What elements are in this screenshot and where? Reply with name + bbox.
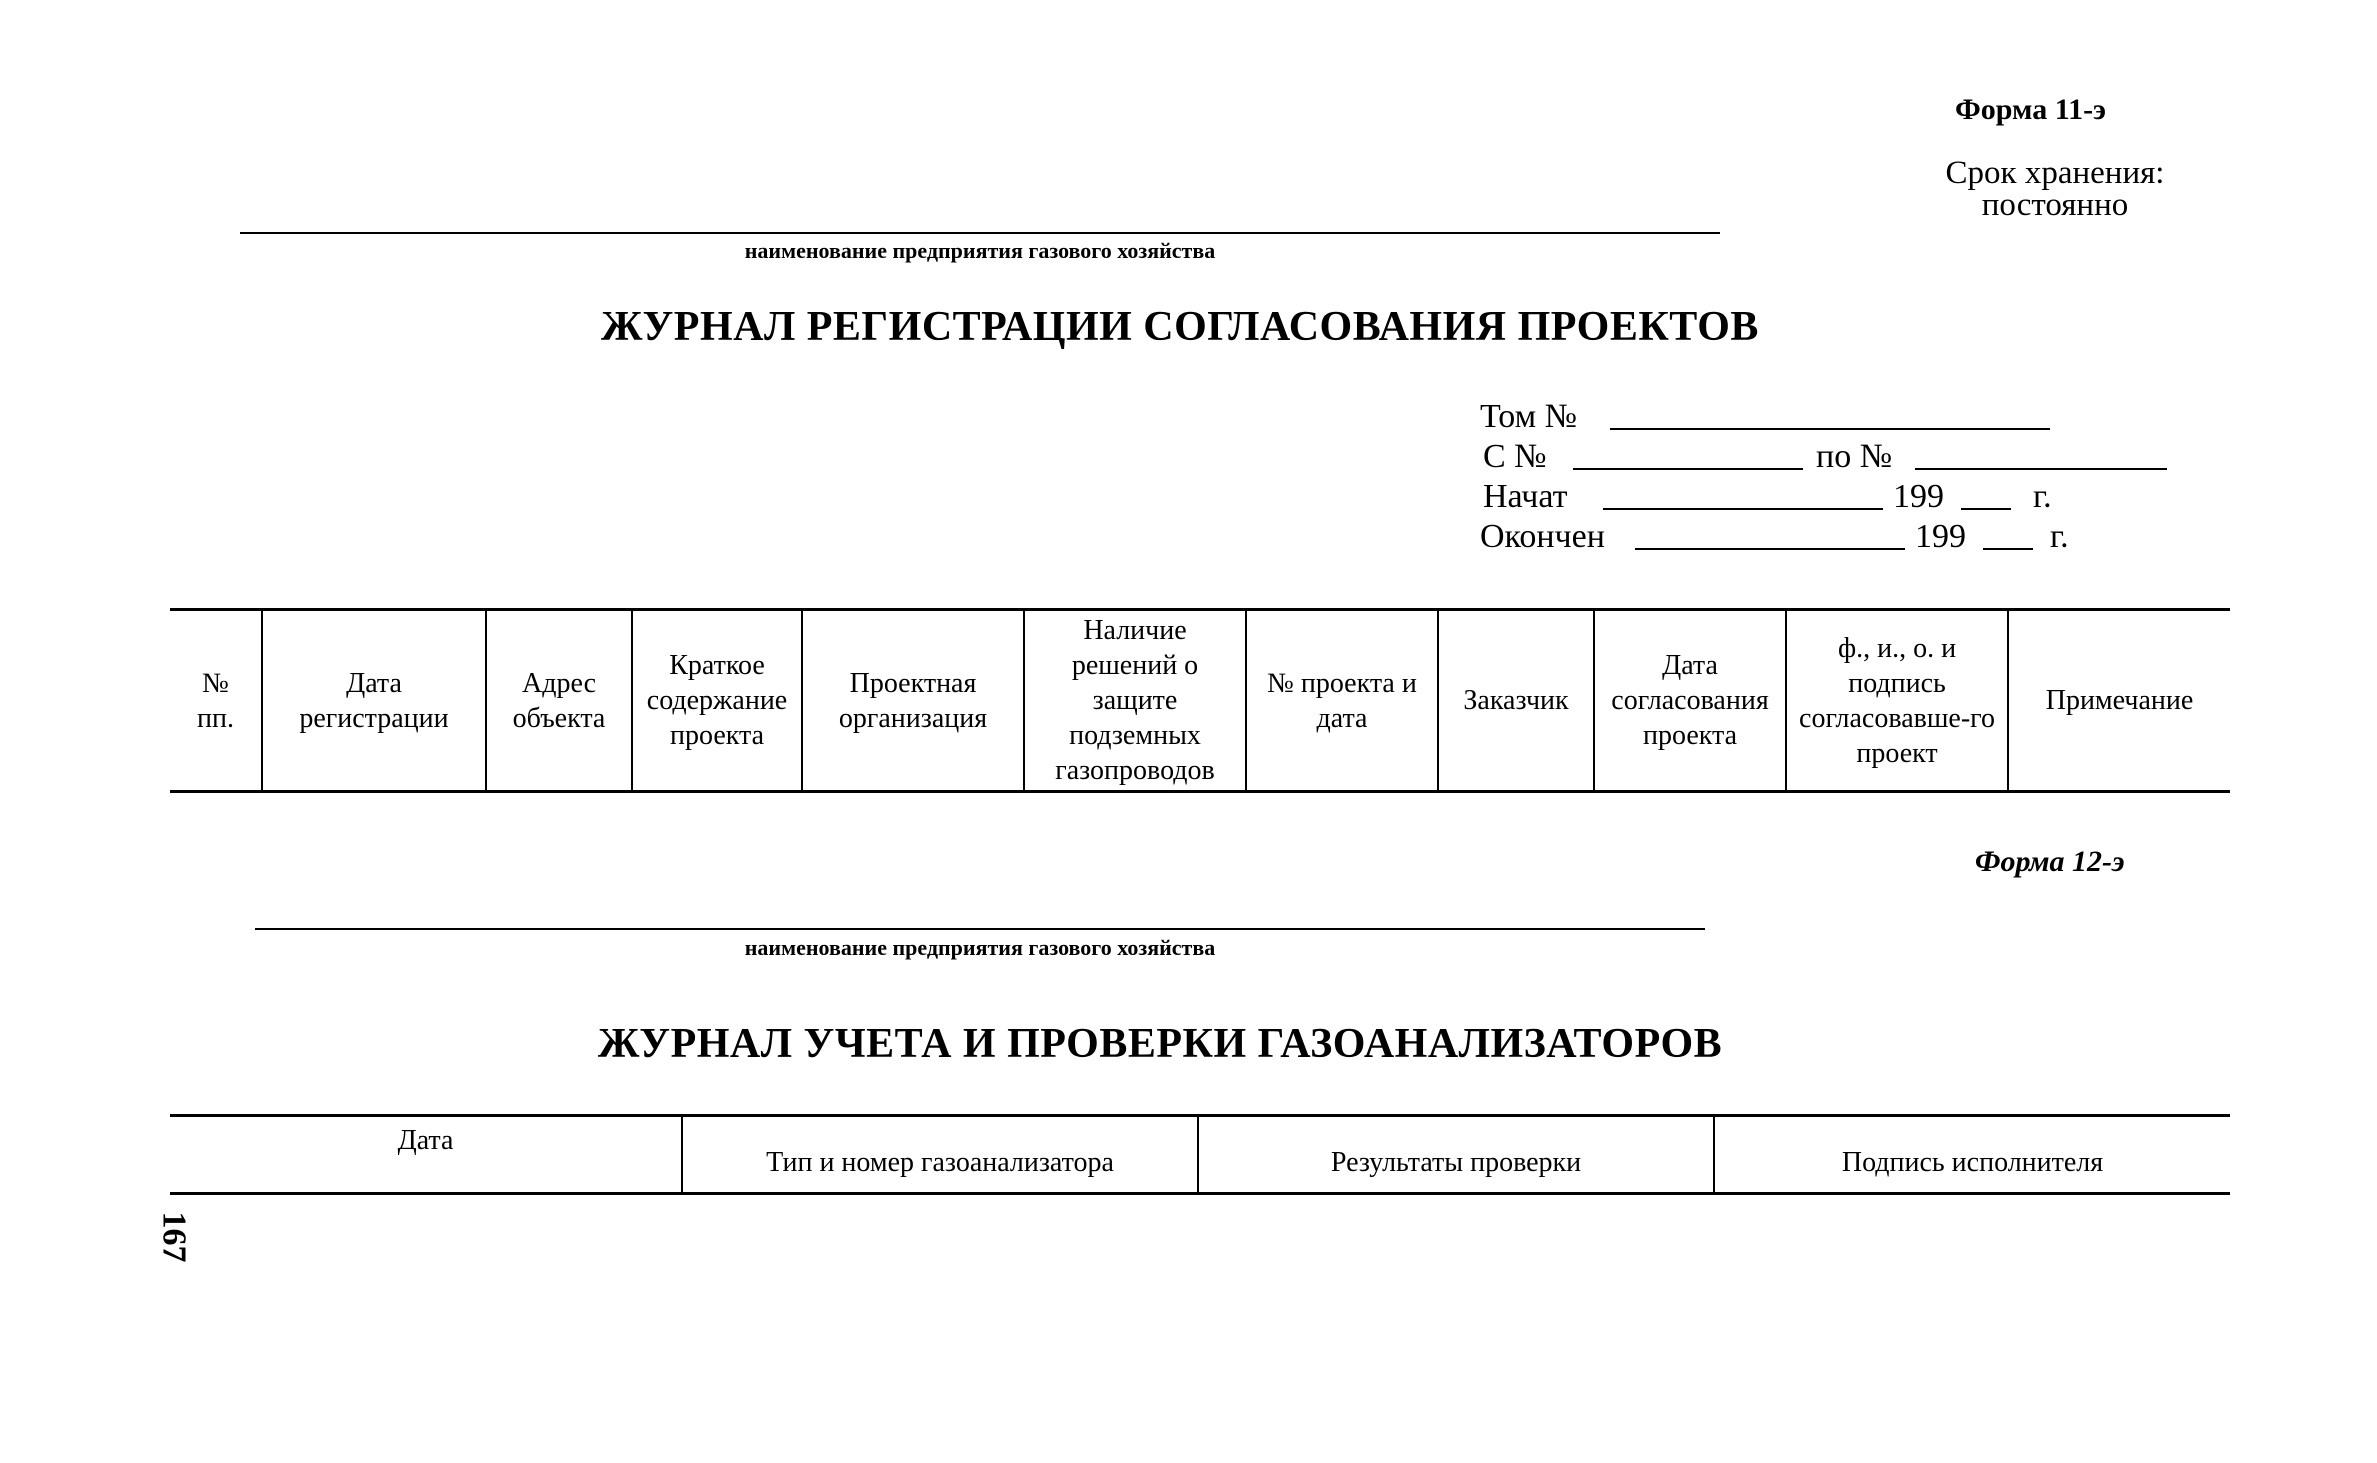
started-row [1483, 478, 2183, 518]
enterprise-name-caption-1: наименование предприятия газового хозяйства [744, 238, 1216, 263]
page-number: 167 [155, 1211, 193, 1263]
enterprise-name-line-1 [240, 232, 1720, 234]
to-label: по № [1816, 438, 1893, 475]
tom-label: Том № [1480, 398, 1578, 435]
col-header-registration-date: Дата регистрации [262, 610, 486, 792]
col-header-project-summary: Краткое содержание проекта [632, 610, 802, 792]
col-header-design-organization: Проектная организация [802, 610, 1024, 792]
col-header-object-address: Адрес объекта [486, 610, 632, 792]
storage-term [1920, 157, 2190, 221]
form-12-title: ЖУРНАЛ УЧЕТА И ПРОВЕРКИ ГАЗОАНАЛИЗАТОРОВ [597, 1021, 1723, 1067]
col-header-date: Дата [170, 1116, 682, 1194]
col-header-pipeline-protection: Наличие решений о защите подземных газопроводов [1024, 610, 1246, 792]
col-header-executor-signature: Подпись исполнителя [1714, 1116, 2230, 1194]
form-12-table [170, 1114, 2230, 1195]
storage-term-line1: Срок хранения: [1945, 155, 2165, 191]
finished-row [1480, 518, 2180, 558]
finished-year-suffix: г. [2050, 518, 2069, 555]
form-11-title: ЖУРНАЛ РЕГИСТРАЦИИ СОГЛАСОВАНИЯ ПРОЕКТОВ [601, 304, 1759, 350]
tom-row [1480, 398, 2180, 438]
col-header-check-results: Результаты проверки [1198, 1116, 1714, 1194]
col-header-notes: Примечание [2008, 610, 2230, 792]
form-12-label: Форма 12-э [1975, 845, 2125, 878]
started-year: 199 [1893, 478, 1944, 515]
started-label: Начат [1483, 478, 1568, 515]
storage-term-line2: постоянно [1981, 187, 2129, 223]
form-12-header-row [170, 1116, 2230, 1194]
col-header-approval-date: Дата согласования проекта [1594, 610, 1786, 792]
form-11-header-row [170, 610, 2230, 792]
to-blank [1915, 468, 2167, 470]
finished-blank [1635, 548, 1905, 550]
finished-year-blank [1983, 548, 2033, 550]
enterprise-name-caption-2: наименование предприятия газового хозяйства [744, 935, 1216, 960]
col-header-project-number-date: № проекта и дата [1246, 610, 1438, 792]
from-label: С № [1483, 438, 1547, 475]
started-year-blank [1961, 508, 2011, 510]
form-11-label: Форма 11-э [1955, 93, 2107, 126]
col-header-customer: Заказчик [1438, 610, 1594, 792]
col-header-number: № пп. [170, 610, 262, 792]
col-header-analyzer-type: Тип и номер газоанализатора [682, 1116, 1198, 1194]
from-blank [1573, 468, 1803, 470]
started-blank [1603, 508, 1883, 510]
tom-blank [1610, 428, 2050, 430]
enterprise-name-line-2 [255, 928, 1705, 930]
started-year-suffix: г. [2033, 478, 2052, 515]
finished-label: Окончен [1480, 518, 1605, 555]
col-header-approver-signature: ф., и., о. и подпись согласовавше-го проект [1786, 610, 2008, 792]
finished-year: 199 [1915, 518, 1966, 555]
range-row [1483, 438, 2183, 478]
form-11-table [170, 608, 2230, 793]
